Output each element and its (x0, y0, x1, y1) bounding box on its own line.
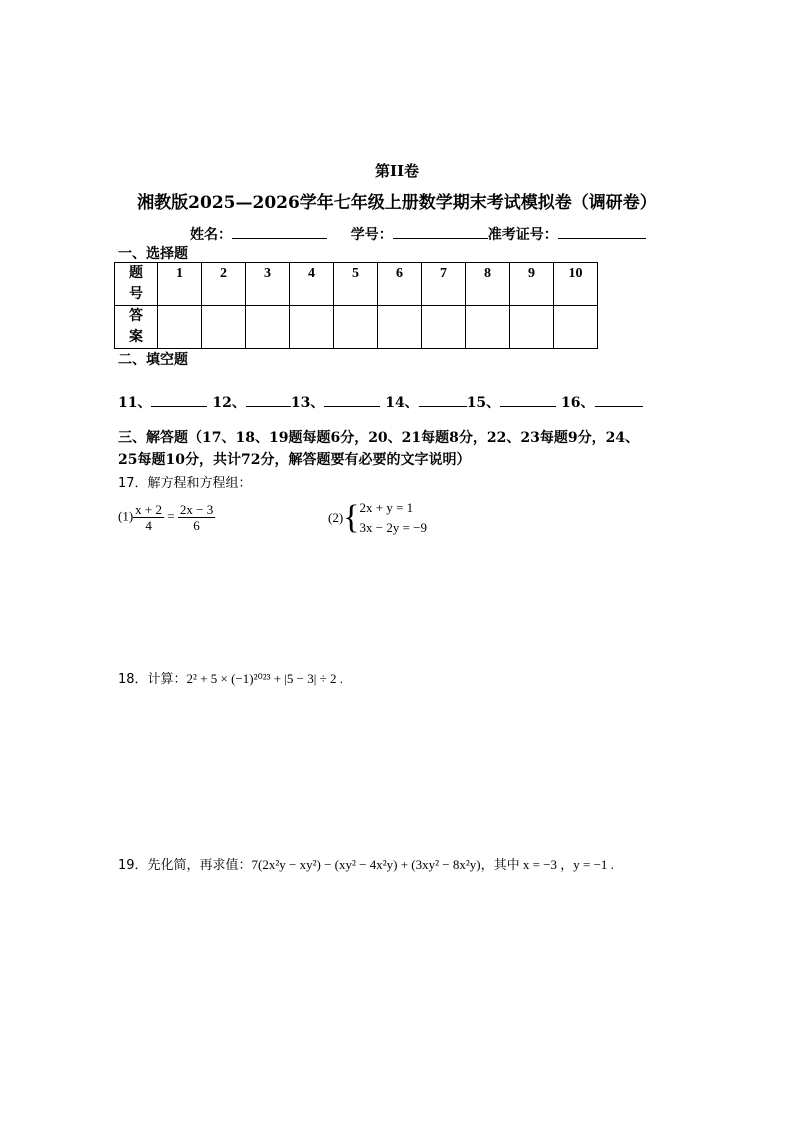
answer-cell[interactable] (334, 306, 378, 349)
equals-sign: = (167, 508, 175, 524)
q17-part1-lhs-fraction: $\frac{x + 2}{4}$ (135, 502, 163, 533)
table-row (115, 263, 598, 306)
volume-heading: 第II卷 (374, 162, 420, 180)
answer-cell[interactable] (290, 306, 334, 349)
answer-cell[interactable] (554, 306, 598, 349)
answer-cell[interactable] (202, 306, 246, 349)
blank-label-14: 14、 (385, 395, 419, 411)
question-number-cell: 7 (422, 263, 466, 306)
question-number-cell: 1 (158, 263, 202, 306)
q17-part2 (328, 498, 427, 538)
q19-label: 19．先化简，再求值： (118, 858, 252, 873)
answer-header: 答 案 (115, 306, 158, 349)
blank-13[interactable] (324, 392, 380, 407)
name-blank[interactable] (232, 224, 327, 239)
question-number-cell: 10 (554, 263, 598, 306)
blank-label-15: 15、 (466, 395, 501, 411)
section3-title-line1: 三、解答题（17、18、19题每题6分，20、21每题8分，22、23每题9分，24、 (118, 430, 640, 446)
blank-label-11: 11、 (118, 395, 152, 411)
blank-label-13: 13、 (290, 395, 325, 411)
blank-12[interactable] (246, 392, 291, 407)
q17-part2-label: (2) (328, 510, 344, 525)
answer-cell[interactable] (510, 306, 554, 349)
q19 (118, 854, 614, 873)
question-number-cell: 4 (290, 263, 334, 306)
id-blank[interactable] (393, 224, 488, 239)
question-number-cell: 3 (246, 263, 290, 306)
id-label: 学号： (350, 227, 393, 243)
question-number-header: 题 号 (115, 263, 158, 306)
answer-cell[interactable] (422, 306, 466, 349)
equation-system: 2x + y = 1 3x − 2y = −9 (359, 500, 427, 535)
q18-expression: 2² + 5 × (−1)²⁰²³ + |5 − 3| ÷ 2 . (186, 671, 344, 686)
exam-number-blank[interactable] (558, 224, 646, 239)
fill-in-blanks-line (118, 392, 643, 412)
q17-part1-rhs-fraction: $\frac{2x - 3}{6}$ (179, 502, 214, 533)
question-number-cell: 9 (510, 263, 554, 306)
blank-16[interactable] (595, 392, 643, 407)
q18 (118, 668, 343, 687)
q17-label: 17．解方程和方程组： (118, 476, 252, 491)
q19-expression: 7(2x²y − xy²) − (xy² − 4x²y) + (3xy² − 8x²y) (251, 857, 481, 872)
section2-title: 二、填空题 (118, 352, 188, 368)
blank-label-16: 16、 (561, 395, 595, 411)
answer-cell[interactable] (466, 306, 510, 349)
question-number-cell: 6 (378, 263, 422, 306)
section3-title-line2: 25每题10分，共计72分，解答题要有必要的文字说明） (118, 452, 471, 468)
brace-icon: { (343, 499, 360, 536)
table-row (115, 306, 598, 349)
answer-cell[interactable] (158, 306, 202, 349)
blank-label-12: 12、 (212, 395, 246, 411)
question-number-cell: 2 (202, 263, 246, 306)
exam-title: 湘教版2025—2026学年七年级上册数学期末考试模拟卷（调研卷） (137, 193, 657, 213)
answer-table (114, 262, 598, 349)
section1-title: 一、选择题 (118, 246, 188, 262)
answer-cell[interactable] (378, 306, 422, 349)
question-number-cell: 5 (334, 263, 378, 306)
blank-14[interactable] (419, 392, 467, 407)
blank-11[interactable] (151, 392, 207, 407)
student-info-line (190, 224, 646, 244)
q19-condition: ，其中 x = −3 ，y = −1 . (480, 857, 614, 872)
answer-cell[interactable] (246, 306, 290, 349)
q18-label: 18．计算： (118, 672, 187, 687)
blank-15[interactable] (500, 392, 556, 407)
q17-part1 (118, 502, 215, 533)
exam-number-label: 准考证号： (487, 227, 558, 243)
name-label: 姓名： (190, 227, 232, 243)
question-number-cell: 8 (466, 263, 510, 306)
q17-part1-label: (1) (118, 508, 134, 524)
